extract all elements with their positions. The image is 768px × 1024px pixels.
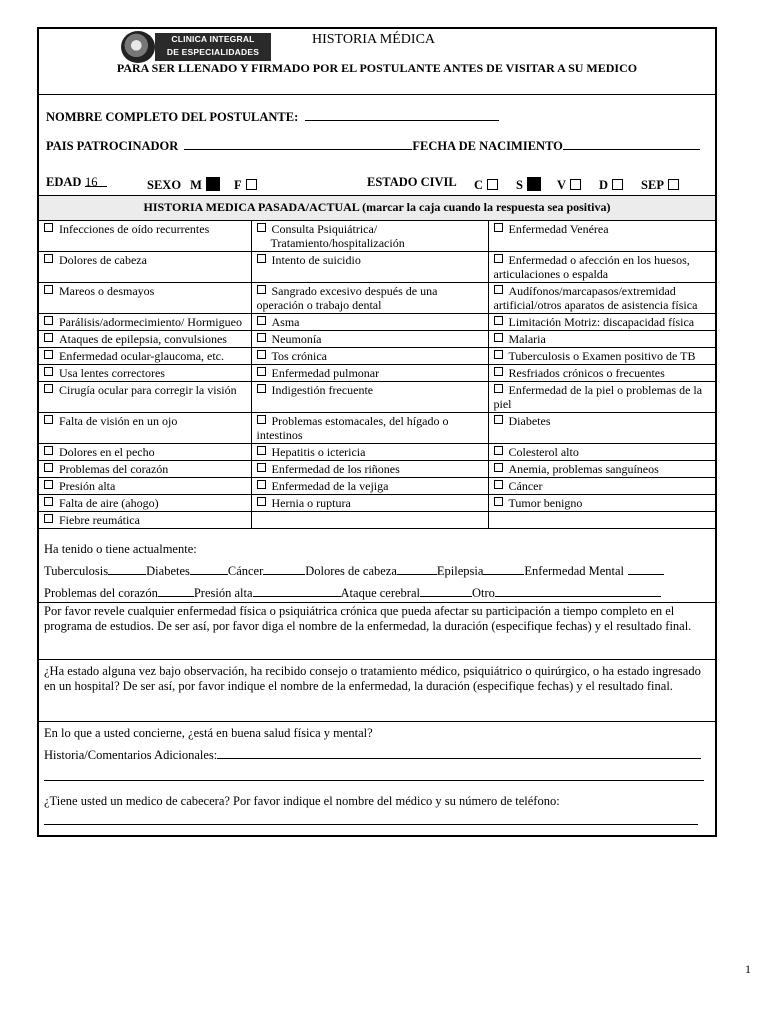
sex-row: SEXO M F: [147, 175, 257, 193]
sponsor-country-label: PAIS PATROCINADOR: [46, 139, 179, 153]
civil-d-checkbox[interactable]: [612, 179, 623, 190]
condition-label: Enfermedad de la piel o problemas de la piel: [493, 383, 703, 411]
comments-row: [44, 747, 701, 763]
condition-label: Tratamiento/hospitalización: [270, 236, 405, 250]
current-line-2: Problemas del corazón Presión alta Ataque cerebral Otro: [44, 585, 661, 601]
comments-label: Historia/Comentarios Adicionales:: [44, 748, 218, 762]
form-title: HISTORIA MÉDICA: [312, 32, 436, 47]
condition-label: Resfriados crónicos o frecuentes: [508, 366, 665, 380]
condition-cell: [251, 444, 488, 461]
condition-label: Colesterol alto: [508, 445, 579, 459]
condition-cell: [488, 348, 715, 365]
civil-sep-checkbox[interactable]: [668, 179, 679, 190]
condition-label: Cáncer: [508, 479, 543, 493]
condition-label: Ataques de epilepsia, convulsiones: [59, 332, 227, 346]
condition-checkbox[interactable]: [257, 223, 266, 232]
condition-label: Tuberculosis o Examen positivo de TB: [508, 349, 696, 363]
condition-cell: [39, 365, 251, 382]
condition-checkbox[interactable]: [257, 415, 266, 424]
condition-cell: [39, 413, 251, 444]
condition-cell: [488, 314, 715, 331]
condition-checkbox[interactable]: [494, 285, 503, 294]
condition-label: Hepatitis o ictericia: [271, 445, 366, 459]
condition-cell: [251, 331, 488, 348]
condition-checkbox[interactable]: [257, 367, 266, 376]
heart-problems-field[interactable]: [158, 585, 194, 597]
condition-cell: [39, 461, 251, 478]
condition-cell: [251, 461, 488, 478]
condition-checkbox[interactable]: [494, 480, 503, 489]
condition-row: [39, 444, 715, 461]
condition-label: Enfermedad de los riñones: [271, 462, 400, 476]
doctor-field[interactable]: [44, 813, 698, 825]
condition-row: [39, 221, 715, 252]
condition-row: [39, 365, 715, 382]
condition-checkbox[interactable]: [44, 415, 53, 424]
condition-label: Fiebre reumática: [59, 513, 140, 527]
epilepsy-field[interactable]: [483, 563, 524, 575]
condition-row: [39, 478, 715, 495]
comments-field[interactable]: [217, 747, 701, 759]
condition-label: Asma: [271, 315, 300, 329]
condition-cell: [488, 478, 715, 495]
high-pressure-field[interactable]: [253, 585, 341, 597]
sex-m-checkbox[interactable]: [206, 177, 220, 191]
condition-checkbox[interactable]: [44, 223, 53, 232]
condition-checkbox[interactable]: [44, 514, 53, 523]
condition-cell: [39, 283, 251, 314]
condition-label: Enfermedad o afección en los huesos, articulaciones o espalda: [493, 253, 690, 281]
condition-cell: [251, 283, 488, 314]
condition-checkbox[interactable]: [44, 497, 53, 506]
condition-row: [39, 495, 715, 512]
condition-row: [39, 314, 715, 331]
condition-cell: [251, 478, 488, 495]
condition-cell: [39, 478, 251, 495]
condition-cell: [39, 348, 251, 365]
civil-status-options: C S V D SEP: [474, 175, 679, 193]
condition-checkbox[interactable]: [494, 254, 503, 263]
condition-label: Tos crónica: [271, 349, 327, 363]
condition-row: [39, 252, 715, 283]
condition-cell: [251, 495, 488, 512]
comments-field-line-2[interactable]: [44, 769, 704, 781]
condition-label: Infecciones de oído recurrentes: [59, 222, 210, 236]
condition-checkbox[interactable]: [494, 446, 503, 455]
conditions-table: [39, 221, 715, 529]
form-subtitle: PARA SER LLENADO Y FIRMADO POR EL POSTULANTE ANTES DE VISITAR A SU MEDICO: [116, 61, 638, 75]
condition-checkbox[interactable]: [494, 463, 503, 472]
condition-row: [39, 461, 715, 478]
condition-cell: [488, 221, 715, 252]
condition-checkbox[interactable]: [257, 316, 266, 325]
current-intro: Ha tenido o tiene actualmente:: [44, 542, 197, 556]
condition-cell: [39, 221, 251, 252]
clinic-logo-text: CLINICA INTEGRAL DE ESPECIALIDADES: [155, 33, 271, 61]
condition-cell: [39, 314, 251, 331]
condition-label: Dolores de cabeza: [59, 253, 147, 267]
condition-checkbox[interactable]: [257, 497, 266, 506]
condition-checkbox[interactable]: [44, 350, 53, 359]
condition-checkbox[interactable]: [44, 384, 53, 393]
condition-label: Sangrado excesivo después de una operación o trabajo dental: [256, 284, 438, 312]
condition-label: Falta de visión en un ojo: [59, 414, 178, 428]
condition-row: [39, 512, 715, 529]
sponsor-country-field[interactable]: [184, 138, 412, 150]
condition-label: Enfermedad ocular-glaucoma, etc.: [59, 349, 225, 363]
condition-cell: [251, 382, 488, 413]
condition-cell: [251, 413, 488, 444]
birth-date-field[interactable]: [563, 138, 700, 150]
mental-illness-field[interactable]: [628, 563, 664, 575]
condition-label: Anemia, problemas sanguíneos: [508, 462, 659, 476]
doctor-question: ¿Tiene usted un medico de cabecera? Por favor indique el nombre del médico y su número de teléfono:: [44, 794, 560, 808]
applicant-name-row: [46, 109, 499, 125]
condition-label: Cirugía ocular para corregir la visión: [59, 383, 237, 397]
condition-label: Diabetes: [508, 414, 551, 428]
history-heading: HISTORIA MEDICA PASADA/ACTUAL (marcar la caja cuando la respuesta sea positiva): [143, 200, 611, 214]
condition-label: Malaria: [508, 332, 546, 346]
condition-label: Consulta Psiquiátrica/: [271, 222, 378, 236]
condition-cell: [488, 252, 715, 283]
condition-cell: [488, 461, 715, 478]
chronic-illness-question: Por favor revele cualquier enfermedad física o psiquiátrica crónica que pueda afectar su participación a tiempo completo en el programa de estudios. De ser así, por favor diga el nombre de la enfermedad, la duración (especifique fechas) y el resultado final.: [44, 604, 692, 633]
condition-checkbox[interactable]: [494, 223, 503, 232]
condition-label: Neumonía: [271, 332, 322, 346]
condition-label: Mareos o desmayos: [59, 284, 155, 298]
condition-label: Limitación Motriz: discapacidad física: [508, 315, 695, 329]
condition-label: Parálisis/adormecimiento/ Hormigueo: [59, 315, 242, 329]
cancer-field[interactable]: [263, 563, 305, 575]
condition-row: [39, 331, 715, 348]
civil-v-checkbox[interactable]: [570, 179, 581, 190]
condition-cell: [39, 252, 251, 283]
stroke-field[interactable]: [420, 585, 472, 597]
sponsor-row: [46, 138, 700, 154]
condition-checkbox[interactable]: [494, 350, 503, 359]
condition-cell: [488, 331, 715, 348]
condition-cell: [251, 221, 488, 252]
condition-row: [39, 382, 715, 413]
condition-cell: [251, 252, 488, 283]
condition-label: Problemas estomacales, del hígado o intestinos: [256, 414, 449, 442]
other-field[interactable]: [495, 585, 661, 597]
condition-label: Enfermedad pulmonar: [271, 366, 380, 380]
current-line-1: Tuberculosis Diabetes Cáncer Dolores de cabeza Epilepsia Enfermedad Mental: [44, 563, 664, 579]
headache-field[interactable]: [397, 563, 437, 575]
condition-label: Falta de aire (ahogo): [59, 496, 159, 510]
condition-row: [39, 413, 715, 444]
hospital-question: ¿Ha estado alguna vez bajo observación, ha recibido consejo o tratamiento médico, psiquiátrico o quirúrgico, o ha estado ingresado en un hospital? De ser así, por favor indique el nombre de la enfermedad, la duración (especifique fechas) y el resultado final.: [44, 664, 701, 693]
condition-checkbox[interactable]: [494, 497, 503, 506]
condition-cell: [251, 348, 488, 365]
condition-checkbox[interactable]: [257, 463, 266, 472]
condition-cell: [251, 512, 488, 529]
condition-cell: [488, 365, 715, 382]
condition-label: Usa lentes correctores: [59, 366, 165, 380]
birth-date-label: FECHA DE NACIMIENTO: [412, 139, 563, 153]
civil-s-checkbox[interactable]: [527, 177, 541, 191]
condition-checkbox[interactable]: [44, 463, 53, 472]
condition-cell: [39, 382, 251, 413]
condition-cell: [39, 495, 251, 512]
condition-cell: [39, 512, 251, 529]
condition-checkbox[interactable]: [257, 480, 266, 489]
condition-row: [39, 348, 715, 365]
applicant-name-label: NOMBRE COMPLETO DEL POSTULANTE:: [46, 110, 299, 124]
condition-cell: [251, 314, 488, 331]
condition-checkbox[interactable]: [494, 415, 503, 424]
condition-cell: [39, 331, 251, 348]
condition-checkbox[interactable]: [44, 285, 53, 294]
condition-label: Presión alta: [59, 479, 116, 493]
page-number: 1: [745, 962, 751, 976]
condition-checkbox[interactable]: [494, 316, 503, 325]
health-question: En lo que a usted concierne, ¿está en buena salud física y mental?: [44, 726, 373, 740]
condition-cell: [488, 512, 715, 529]
diabetes-field[interactable]: [190, 563, 228, 575]
condition-cell: [251, 365, 488, 382]
condition-cell: [488, 413, 715, 444]
civil-status-label: ESTADO CIVIL: [367, 175, 457, 189]
condition-checkbox[interactable]: [494, 384, 503, 393]
condition-cell: [488, 283, 715, 314]
condition-label: Tumor benigno: [508, 496, 583, 510]
condition-checkbox[interactable]: [257, 285, 266, 294]
condition-checkbox[interactable]: [257, 350, 266, 359]
condition-checkbox[interactable]: [44, 446, 53, 455]
civil-c-checkbox[interactable]: [487, 179, 498, 190]
condition-checkbox[interactable]: [494, 367, 503, 376]
condition-checkbox[interactable]: [494, 333, 503, 342]
clinic-logo: [121, 31, 271, 65]
condition-cell: [488, 444, 715, 461]
condition-label: Problemas del corazón: [59, 462, 169, 476]
condition-checkbox[interactable]: [44, 316, 53, 325]
condition-label: Enfermedad Venérea: [508, 222, 609, 236]
clinic-seal-icon: [121, 31, 155, 63]
age-value-field[interactable]: [85, 175, 107, 190]
condition-label: Enfermedad de la vejiga: [271, 479, 389, 493]
condition-label: Audífonos/marcapasos/extremidad artificial/otros aparatos de asistencia física: [493, 284, 698, 312]
condition-checkbox[interactable]: [257, 384, 266, 393]
condition-label: Hernia o ruptura: [271, 496, 351, 510]
condition-checkbox[interactable]: [44, 333, 53, 342]
condition-label: Dolores en el pecho: [59, 445, 155, 459]
age-value: 16: [85, 175, 107, 187]
condition-checkbox[interactable]: [257, 333, 266, 342]
condition-label: Intento de suicidio: [271, 253, 361, 267]
condition-checkbox[interactable]: [44, 367, 53, 376]
sex-label: SEXO: [147, 178, 182, 192]
age-label: EDAD: [46, 175, 82, 189]
condition-checkbox[interactable]: [44, 254, 53, 263]
condition-cell: [488, 382, 715, 413]
applicant-name-field[interactable]: [305, 109, 499, 121]
condition-checkbox[interactable]: [257, 254, 266, 263]
condition-cell: [39, 444, 251, 461]
condition-row: [39, 283, 715, 314]
condition-cell: [488, 495, 715, 512]
tuberculosis-field[interactable]: [108, 563, 146, 575]
sex-f-checkbox[interactable]: [246, 179, 257, 190]
condition-checkbox[interactable]: [257, 446, 266, 455]
condition-label: Indigestión frecuente: [271, 383, 374, 397]
medical-history-form: [37, 27, 717, 837]
condition-checkbox[interactable]: [44, 480, 53, 489]
